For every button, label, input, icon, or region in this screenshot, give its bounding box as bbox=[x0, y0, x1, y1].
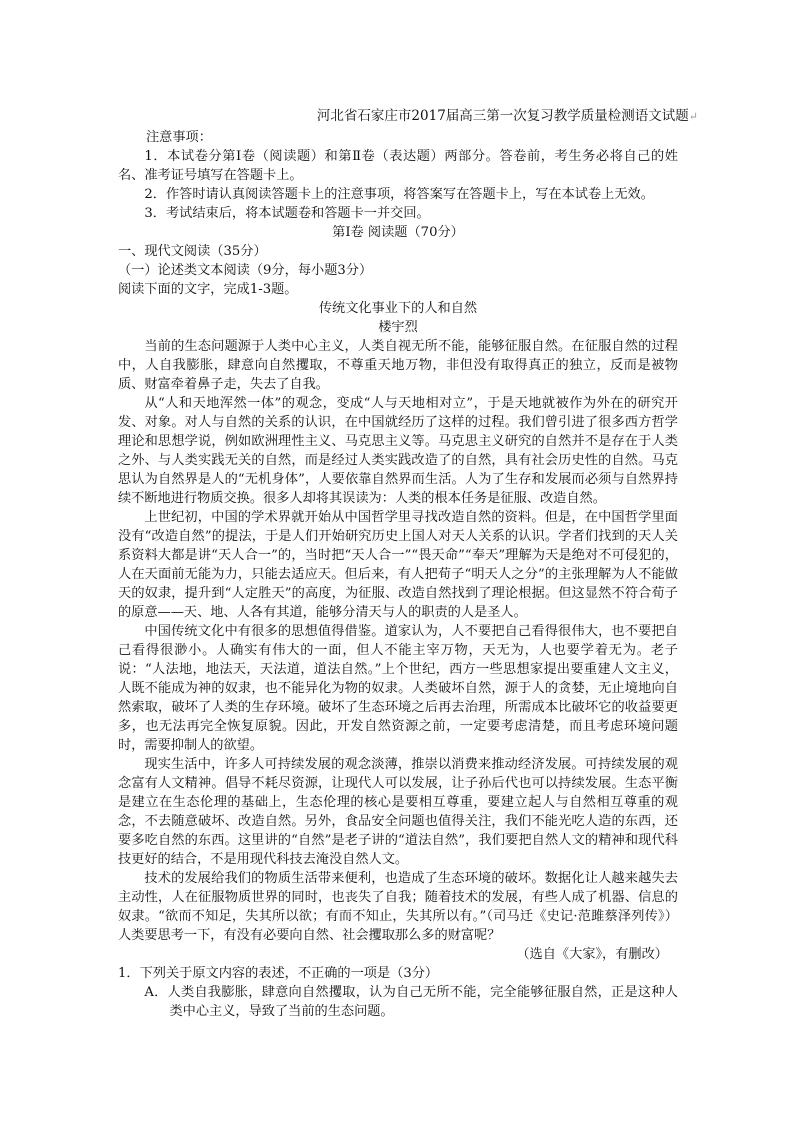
article-source: （选自《大家》，有删改） bbox=[516, 947, 668, 962]
article-author: 楼宇烈 bbox=[378, 320, 418, 335]
article-paragraph-3: 上世纪初，中国的学术界就开始从中国哲学里寻找改造自然的资料。但是，在中国哲学里面没有“改造自然”的提法，于是人们开始研究历史上国人对天人关系的认识。学者们找到的天人关系资料大都是讲“天人合一”的，当时把“天人合一”“畏天命”“奉天”理解为天是绝对不可侵犯的，人在天面前无能为力，只能去适应天。但后来，有人把荀子“明天人之分”的主张理解为人不能做天的奴隶，提升到“人定胜天”的高度，为征服、改造自然找到了理论根据。但这显然不符合荀子的原意——天、地、人各有其道，能够分清天与人的职责的人是圣人。 bbox=[118, 510, 678, 620]
question-1-option-a: A．人类自我膨胀，肆意向自然攫取，认为自己无所不能，完全能够征服自然，正是这种人类中心主义，导致了当前的生态问题。 bbox=[144, 985, 678, 1019]
article-paragraph-2: 从“人和天地浑然一体”的观念，变成“人与天地相对立”，于是天地就被作为外在的研究开发、对象。对人与自然的关系的认识，在中国就经历了这样的过程。我们曾引进了很多西方哲学理论和思想学说，例如欧洲理性主义、马克思主义等。马克思主义研究的自然并不是存在于人类之外、与人类实践无关的自然，而是经过人类实践改造了的自然，具有社会历史性的自然。马克思认为自然界是人的“无机身体”，人要依靠自然界而生活。人为了生存和发展而必须与自然界持续不断地进行物质交换。很多人却将其误读为：人类的根本任务是征服、改造自然。 bbox=[118, 396, 678, 506]
article-paragraph-1: 当前的生态问题源于人类中心主义，人类自视无所不能，能够征服自然。在征服自然的过程中，人自我膨胀，肆意向自然攫取，不尊重天地万物，非但没有取得真正的独立，反而是被物质、财富牵着鼻子走，失去了自我。 bbox=[118, 339, 678, 392]
question-1-stem: 1．下列关于原文内容的表述，不正确的一项是（3分） bbox=[118, 966, 439, 981]
article-paragraph-4: 中国传统文化中有很多的思想值得借鉴。道家认为，人不要把自己看得很伟大，也不要把自己看得很渺小。人确实有伟大的一面，但人不能主宰万物，天无为，人也要学着无为。老子说：“人法地，地法天，天法道，道法自然。”上个世纪，西方一些思想家提出要重建人文主义，人既不能成为神的奴隶，也不能异化为物的奴隶。人类破坏自然，源于人的贪婪，无止境地向自然索取，破坏了人类的生存环境。破坏了生态环境之后再去治理，所需成本比破坏它的收益要更多，也无法再完全恢复原貌。因此，开发自然资源之前，一定要考虑清楚，而且考虑环境问题时，需要抑制人的欲望。 bbox=[118, 624, 678, 753]
reading-instruction: 阅读下面的文字，完成1-3题。 bbox=[118, 282, 298, 297]
notice-item-2: 2．作答时请认真阅读答题卡上的注意事项，将答案写在答题卡上，写在本试卷上无效。 bbox=[144, 187, 654, 202]
article-paragraph-5: 现实生活中，许多人可持续发展的观念淡薄，推崇以消费来推动经济发展。可持续发展的观念富有人文精神。倡导不耗尽资源，让现代人可以发展，让子孙后代也可以持续发展。生态平衡是建立在生态伦理的基础上，生态伦理的核心是要相互尊重，要建立起人与自然相互尊重的观念，不去随意破坏、改造自然。另外，食品安全问题也值得关注，我们不能光吃人造的东西，还要多吃自然的东西。这里讲的“自然”是老子讲的“道法自然”，我们要把自然人文的精神和现代科技更好的结合，不是用现代科技去淹没自然人文。 bbox=[118, 757, 678, 867]
section-heading: 一、现代文阅读（35分） bbox=[118, 244, 267, 259]
subsection-heading: （一）论述类文本阅读（9分，每小题3分） bbox=[118, 263, 373, 278]
article-title: 传统文化事业下的人和自然 bbox=[318, 301, 478, 316]
notice-item-3: 3．考试结束后，将本试题卷和答题卡一并交回。 bbox=[144, 206, 430, 221]
paragraph-mark-icon: ↵ bbox=[688, 110, 698, 123]
part-title: 第Ⅰ卷 阅读题（70分） bbox=[332, 225, 464, 240]
notice-heading: 注意事项： bbox=[146, 130, 212, 145]
document-body bbox=[118, 128, 678, 1021]
article-paragraph-6: 技术的发展给我们的物质生活带来便利，也造成了生态环境的破坏。数据化让人越来越失去主动性，人在征服物质世界的同时，也丧失了自我；随着技术的发展，有些人成了机器、信息的奴隶。“欲而不知足，失其所以欲；有而不知止，失其所以有。”（司马迁《史记·范雎蔡泽列传》）人类要思考一下，有没有必要向自然、社会攫取那么多的财富呢？ bbox=[118, 871, 678, 943]
notice-item-1: 1．本试卷分第Ⅰ卷（阅读题）和第Ⅱ卷（表达题）两部分。答卷前，考生务必将自己的姓名、准考证号填写在答题卡上。 bbox=[118, 149, 678, 183]
document-title: 河北省石家庄市2017届高三第一次复习教学质量检测语文试题↵ bbox=[316, 108, 698, 124]
